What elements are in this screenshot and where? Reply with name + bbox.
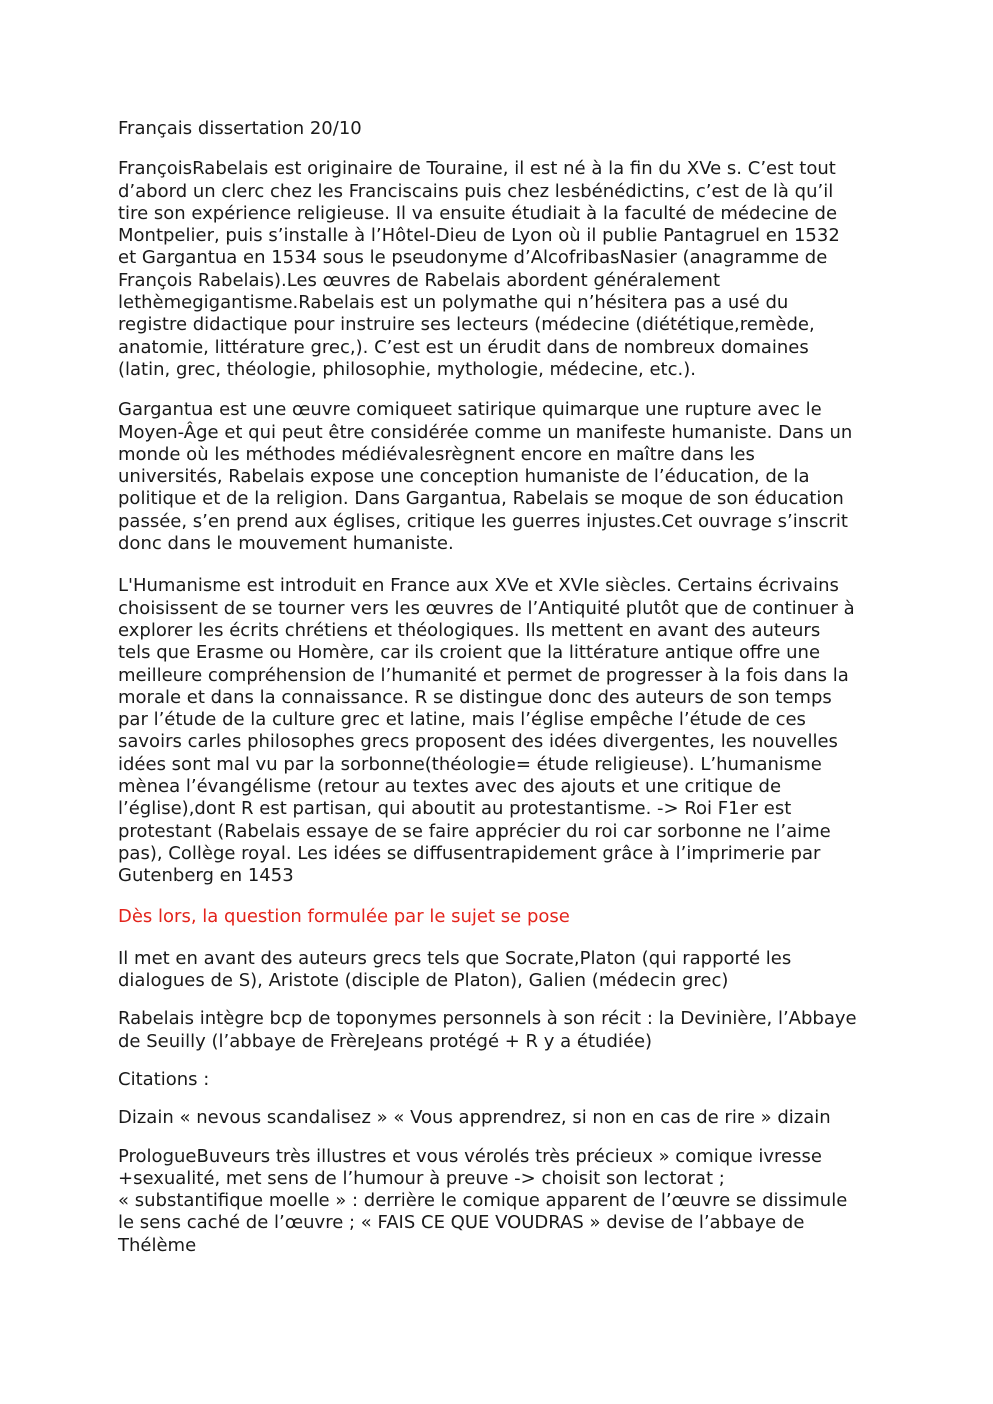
text-line: Montpelier, puis s’installe à l’Hôtel-Dieu de Lyon où il publie Pantagruel en 1532	[118, 225, 840, 247]
text-line: pas), Collège royal. Les idées se diffusentrapidement grâce à l’imprimerie par	[118, 842, 821, 864]
text-line: registre didactique pour instruire ses lecteurs (médecine (diététique,remède,	[118, 314, 815, 336]
text-line: protestant (Rabelais essaye de se faire apprécier du roi car sorbonne ne l’aime	[118, 820, 831, 842]
question-line: Dès lors, la question formulée par le sujet se pose	[118, 905, 570, 927]
paragraph-toponymes	[118, 1008, 878, 1053]
text-line: François Rabelais).Les œuvres de Rabelais abordent généralement	[118, 269, 721, 291]
text-line: l’église),dont R est partisan, qui aboutit au protestantisme. -> Roi F1er est	[118, 798, 792, 820]
text-line: idées sont mal vu par la sorbonne(théologie= étude religieuse). L’humanisme	[118, 753, 822, 775]
paragraph-rabelais-bio	[118, 158, 878, 381]
paragraph-auteurs-grecs	[118, 948, 878, 993]
text-line: universités, Rabelais expose une conception humaniste de l’éducation, de la	[118, 466, 810, 488]
text-line: de Seuilly (l’abbaye de FrèreJeans protégé + R y a étudiée)	[118, 1030, 653, 1052]
text-line: Thélème	[118, 1234, 197, 1256]
text-line: (latin, grec, théologie, philosophie, mythologie, médecine, etc.).	[118, 358, 696, 380]
text-line: monde où les méthodes médiévalesrègnent encore en maître dans les	[118, 443, 755, 465]
text-line: L'Humanisme est introduit en France aux XVe et XVIe siècles. Certains écrivains	[118, 575, 839, 597]
text-line: Moyen-Âge et qui peut être considérée comme un manifeste humaniste. Dans un	[118, 421, 853, 443]
paragraph-dizain	[118, 1107, 878, 1129]
text-line: PrologueBuveurs très illustres et vous vérolés très précieux » comique ivresse	[118, 1145, 822, 1167]
text-line: choisissent de se tourner vers les œuvres de l’Antiquité plutôt que de continuer à	[118, 597, 855, 619]
text-line: Gargantua est une œuvre comiqueet satirique quimarque une rupture avec le	[118, 399, 822, 421]
text-line: +sexualité, met sens de l’humour à preuve -> choisit son lectorat ;	[118, 1167, 725, 1189]
text-line: et Gargantua en 1534 sous le pseudonyme d’AlcofribasNasier (anagramme de	[118, 247, 828, 269]
paragraph-gargantua	[118, 399, 878, 555]
text-line: explorer les écrits chrétiens et théologiques. Ils mettent en avant des auteurs	[118, 619, 821, 641]
text-line: passée, s’en prend aux églises, critique les guerres injustes.Cet ouvrage s’inscrit	[118, 510, 848, 532]
text-line: FrançoisRabelais est originaire de Touraine, il est né à la fin du XVe s. C’est tout	[118, 158, 836, 180]
text-line: Gutenberg en 1453	[118, 865, 294, 887]
document-title: Français dissertation 20/10	[118, 118, 362, 139]
text-line: le sens caché de l’œuvre ; « FAIS CE QUE VOUDRAS » devise de l’abbaye de	[118, 1212, 805, 1234]
text-line: dialogues de S), Aristote (disciple de Platon), Galien (médecin grec)	[118, 970, 729, 992]
text-line: meilleure compréhension de l’humanité et permet de progresser à la fois dans la	[118, 664, 849, 686]
text-line: Rabelais intègre bcp de toponymes personnels à son récit : la Devinière, l’Abbaye	[118, 1008, 857, 1030]
text-line: morale et dans la connaissance. R se distingue donc des auteurs de son temps	[118, 686, 832, 708]
text-line: anatomie, littérature grec,). C’est est un érudit dans de nombreux domaines	[118, 336, 809, 358]
text-line: « substantifique moelle » : derrière le comique apparent de l’œuvre se dissimule	[118, 1190, 848, 1212]
document-page	[118, 118, 878, 1257]
text-line: savoirs carles philosophes grecs proposent des idées divergentes, les nouvelles	[118, 731, 838, 753]
paragraph-humanisme	[118, 575, 878, 887]
text-line: donc dans le mouvement humaniste.	[118, 533, 454, 555]
text-line: d’abord un clerc chez les Franciscains puis chez lesbénédictins, c’est de là qu’il	[118, 180, 834, 202]
text-line: politique et de la religion. Dans Gargantua, Rabelais se moque de son éducation	[118, 488, 844, 510]
text-line: mènea l’évangélisme (retour au textes avec des ajouts et une critique de	[118, 776, 782, 798]
text-line: tire son expérience religieuse. Il va ensuite étudiait à la faculté de médecine de	[118, 202, 838, 224]
text-line: Il met en avant des auteurs grecs tels que Socrate,Platon (qui rapporté les	[118, 947, 792, 969]
text-line: par l’étude de la culture grec et latine, mais l’église empêche l’étude de ces	[118, 709, 806, 731]
paragraph-prologue	[118, 1146, 878, 1257]
citations-label: Citations :	[118, 1068, 210, 1090]
text-line: Dizain « nevous scandalisez » « Vous apprendrez, si non en cas de rire » dizain	[118, 1107, 831, 1129]
text-line: lethèmegigantisme.Rabelais est un polymathe qui n’hésitera pas a usé du	[118, 292, 789, 314]
text-line: tels que Erasme ou Homère, car ils croient que la littérature antique offre une	[118, 642, 821, 664]
